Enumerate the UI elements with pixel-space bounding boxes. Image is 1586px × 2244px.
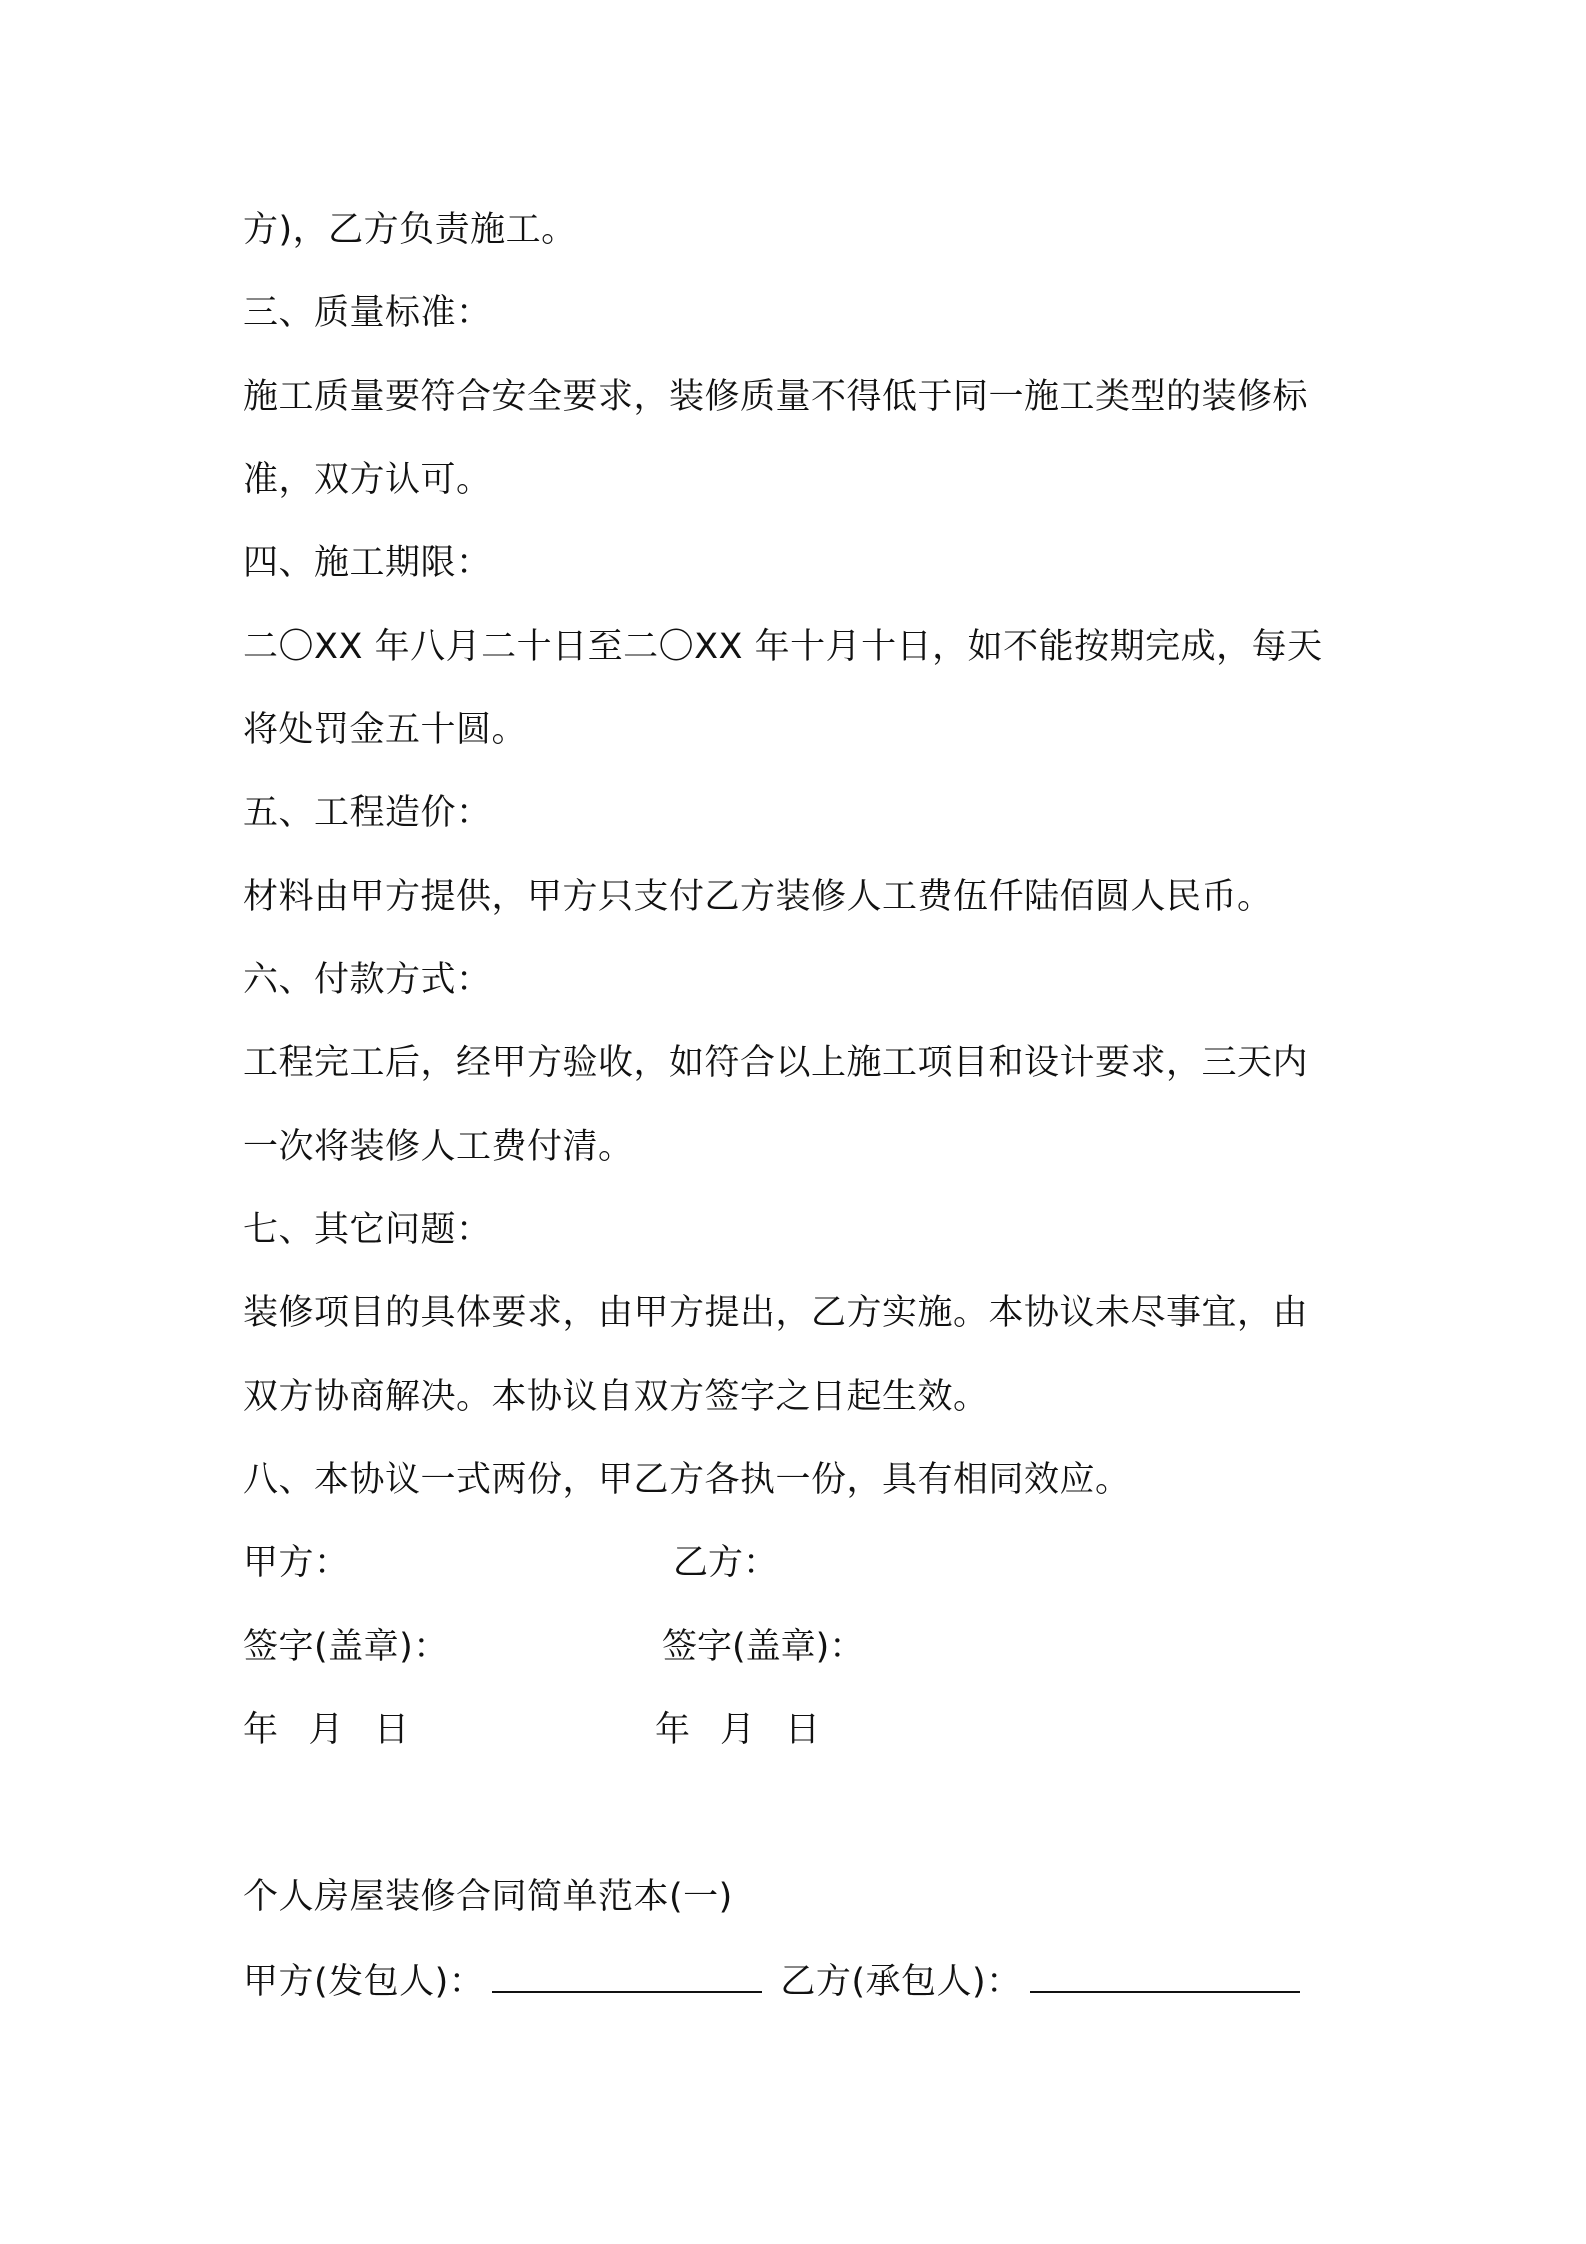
- clause-6-text-line-2: 一次将装修人工费付清。: [243, 1127, 634, 1167]
- parties-line: [243, 1955, 1318, 2007]
- contractor-label: 乙方(承包人)：: [780, 1962, 1022, 2002]
- date-year-label: 年: [243, 1710, 279, 1750]
- clause-3-text-line-1: 施工质量要符合安全要求，装修质量不得低于同一施工类型的装修标: [243, 377, 1309, 417]
- party-b-label: 乙方：: [673, 1543, 779, 1583]
- clause-5-text-line-1: 材料由甲方提供，甲方只支付乙方装修人工费伍仟陆佰圆人民币。: [243, 877, 1273, 917]
- clause-8-text: 八、本协议一式两份，甲乙方各执一份，具有相同效应。: [243, 1460, 1131, 1500]
- clause-3-text-line-2: 准，双方认可。: [243, 460, 492, 500]
- date-day-label: 日: [785, 1710, 821, 1750]
- party-a-label: 甲方：: [243, 1543, 350, 1583]
- clause-6-text-line-1: 工程完工后，经甲方验收，如符合以上施工项目和设计要求，三天内: [243, 1043, 1309, 1083]
- party-b-date: [655, 1705, 850, 1755]
- clause-6-heading: 六、付款方式：: [243, 960, 492, 1000]
- clause-4-text-line-2: 将处罚金五十圆。: [243, 710, 528, 750]
- clause-7-heading: 七、其它问题：: [243, 1210, 492, 1250]
- clause-4-text-line-1: 二〇XX 年八月二十日至二〇XX 年十月十日，如不能按期完成，每天: [243, 627, 1323, 667]
- employer-label: 甲方(发包人)：: [243, 1962, 485, 2002]
- contractor-name-blank: [1030, 1955, 1300, 1993]
- date-day-label: 日: [374, 1710, 410, 1750]
- clause-4-heading: 四、施工期限：: [243, 543, 492, 583]
- clause-7-text-line-1: 装修项目的具体要求，由甲方提出，乙方实施。本协议未尽事宜，由: [243, 1293, 1309, 1333]
- date-year-label: 年: [655, 1710, 691, 1750]
- clause-7-text-line-2: 双方协商解决。本协议自双方签字之日起生效。: [243, 1377, 989, 1417]
- employer-name-blank: [492, 1955, 762, 1993]
- party-b-sign-label: 签字(盖章)：: [662, 1627, 865, 1667]
- date-month-label: 月: [308, 1710, 345, 1750]
- clause-5-heading: 五、工程造价：: [243, 793, 492, 833]
- section-title: 个人房屋装修合同简单范本(一): [243, 1877, 733, 1917]
- clause-2-tail: 方)，乙方负责施工。: [243, 210, 577, 250]
- date-month-label: 月: [720, 1710, 756, 1750]
- party-a-sign-label: 签字(盖章)：: [243, 1627, 449, 1667]
- clause-3-heading: 三、质量标准：: [243, 293, 492, 333]
- party-a-date: [243, 1705, 440, 1755]
